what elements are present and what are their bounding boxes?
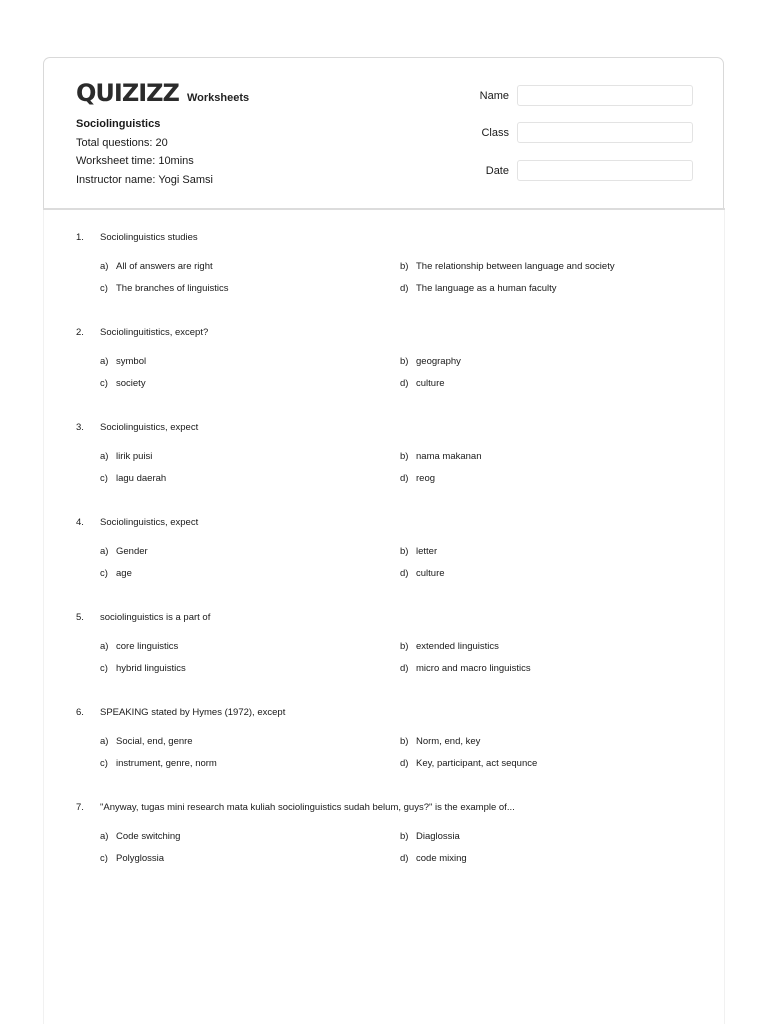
option-text: symbol bbox=[116, 356, 147, 367]
option-letter: c) bbox=[100, 853, 108, 864]
option-b bbox=[400, 641, 499, 652]
option-text: The branches of linguistics bbox=[116, 283, 229, 294]
option-letter: d) bbox=[400, 473, 409, 484]
page-edge-left bbox=[43, 210, 44, 1024]
option-b bbox=[400, 451, 481, 462]
class-label: Class bbox=[481, 127, 509, 139]
option-text: Key, participant, act sequnce bbox=[416, 758, 538, 769]
option-letter: c) bbox=[100, 283, 108, 294]
option-letter: c) bbox=[100, 378, 108, 389]
option-d bbox=[400, 568, 445, 579]
question-number: 7. bbox=[76, 802, 84, 813]
option-letter: a) bbox=[100, 546, 109, 557]
option-b bbox=[400, 356, 461, 367]
option-text: lagu daerah bbox=[116, 473, 167, 484]
question-3 bbox=[76, 422, 696, 502]
option-c bbox=[100, 283, 228, 294]
option-letter: d) bbox=[400, 283, 409, 294]
question-4 bbox=[76, 517, 696, 597]
option-text: Code switching bbox=[116, 831, 181, 842]
option-b bbox=[400, 261, 615, 272]
option-letter: a) bbox=[100, 451, 109, 462]
date-label: Date bbox=[485, 165, 509, 177]
option-a bbox=[100, 736, 193, 747]
option-d bbox=[400, 473, 435, 484]
option-letter: d) bbox=[400, 568, 409, 579]
question-number: 1. bbox=[76, 232, 84, 243]
option-letter: b) bbox=[400, 831, 409, 842]
option-b bbox=[400, 546, 437, 557]
option-text: lirik puisi bbox=[116, 451, 153, 462]
option-text: All of answers are right bbox=[116, 261, 213, 272]
page-edge-right bbox=[724, 210, 725, 1024]
option-d bbox=[400, 378, 445, 389]
instructor-name: Instructor name: Yogi Samsi bbox=[76, 174, 213, 186]
option-a bbox=[100, 641, 178, 652]
option-text: letter bbox=[416, 546, 438, 557]
option-letter: b) bbox=[400, 356, 409, 367]
option-letter: c) bbox=[100, 473, 108, 484]
header-divider bbox=[43, 208, 725, 210]
option-letter: d) bbox=[400, 853, 409, 864]
name-label: Name bbox=[479, 90, 509, 102]
option-letter: b) bbox=[400, 261, 409, 272]
option-letter: d) bbox=[400, 378, 409, 389]
option-text: age bbox=[116, 568, 132, 579]
question-5 bbox=[76, 612, 696, 692]
worksheets-label: Worksheets bbox=[186, 92, 250, 104]
option-text: instrument, genre, norm bbox=[116, 758, 217, 769]
option-letter: b) bbox=[400, 736, 409, 747]
question-7 bbox=[76, 802, 696, 882]
option-text: reog bbox=[416, 473, 436, 484]
option-text: Diaglossia bbox=[416, 831, 460, 842]
option-letter: d) bbox=[400, 758, 409, 769]
question-text: sociolinguistics is a part of bbox=[100, 612, 211, 623]
option-c bbox=[100, 568, 132, 579]
option-letter: a) bbox=[100, 356, 109, 367]
option-text: society bbox=[116, 378, 146, 389]
option-letter: a) bbox=[100, 641, 109, 652]
option-b bbox=[400, 736, 480, 747]
option-letter: b) bbox=[400, 546, 409, 557]
option-c bbox=[100, 378, 146, 389]
option-a bbox=[100, 546, 148, 557]
option-text: Social, end, genre bbox=[116, 736, 193, 747]
option-b bbox=[400, 831, 460, 842]
option-c bbox=[100, 473, 166, 484]
option-a bbox=[100, 356, 146, 367]
option-d bbox=[400, 283, 556, 294]
question-number: 3. bbox=[76, 422, 84, 433]
worksheet-time: Worksheet time: 10mins bbox=[76, 155, 194, 167]
question-text: Sociolinguitistics, except? bbox=[100, 327, 209, 338]
option-text: code mixing bbox=[416, 853, 467, 864]
question-number: 2. bbox=[76, 327, 84, 338]
option-text: Norm, end, key bbox=[416, 736, 481, 747]
option-text: micro and macro linguistics bbox=[416, 663, 531, 674]
name-field[interactable] bbox=[517, 85, 693, 106]
option-text: geography bbox=[416, 356, 461, 367]
option-a bbox=[100, 831, 180, 842]
class-field[interactable] bbox=[517, 122, 693, 143]
option-text: hybrid linguistics bbox=[116, 663, 186, 674]
option-letter: a) bbox=[100, 261, 109, 272]
option-text: nama makanan bbox=[416, 451, 482, 462]
question-number: 6. bbox=[76, 707, 84, 718]
brand bbox=[76, 79, 249, 107]
option-text: Gender bbox=[116, 546, 148, 557]
question-number: 5. bbox=[76, 612, 84, 623]
question-number: 4. bbox=[76, 517, 84, 528]
option-text: culture bbox=[416, 378, 445, 389]
option-letter: c) bbox=[100, 568, 108, 579]
option-text: The relationship between language and society bbox=[416, 261, 615, 272]
option-letter: b) bbox=[400, 451, 409, 462]
option-letter: d) bbox=[400, 663, 409, 674]
option-letter: a) bbox=[100, 736, 109, 747]
question-1 bbox=[76, 232, 696, 312]
date-field[interactable] bbox=[517, 160, 693, 181]
option-letter: c) bbox=[100, 663, 108, 674]
option-letter: a) bbox=[100, 831, 109, 842]
quizizz-logo: QUIZIZZ bbox=[76, 79, 179, 107]
option-text: core linguistics bbox=[116, 641, 179, 652]
question-2 bbox=[76, 327, 696, 407]
option-text: extended linguistics bbox=[416, 641, 499, 652]
worksheet-title: Sociolinguistics bbox=[76, 118, 161, 130]
option-text: Polyglossia bbox=[116, 853, 165, 864]
question-text: "Anyway, tugas mini research mata kuliah sociolinguistics sudah belum, guys?" is the example of... bbox=[100, 802, 515, 813]
total-questions: Total questions: 20 bbox=[76, 137, 168, 149]
question-text: SPEAKING stated by Hymes (1972), except bbox=[100, 707, 286, 718]
option-c bbox=[100, 758, 217, 769]
option-d bbox=[400, 853, 467, 864]
option-c bbox=[100, 853, 164, 864]
option-letter: b) bbox=[400, 641, 409, 652]
option-a bbox=[100, 261, 213, 272]
option-text: culture bbox=[416, 568, 445, 579]
question-text: Sociolinguistics studies bbox=[100, 232, 198, 243]
question-6 bbox=[76, 707, 696, 787]
question-text: Sociolinguistics, expect bbox=[100, 422, 199, 433]
option-d bbox=[400, 758, 537, 769]
option-letter: c) bbox=[100, 758, 108, 769]
question-text: Sociolinguistics, expect bbox=[100, 517, 199, 528]
option-c bbox=[100, 663, 186, 674]
option-text: The language as a human faculty bbox=[416, 283, 557, 294]
option-a bbox=[100, 451, 152, 462]
option-d bbox=[400, 663, 531, 674]
